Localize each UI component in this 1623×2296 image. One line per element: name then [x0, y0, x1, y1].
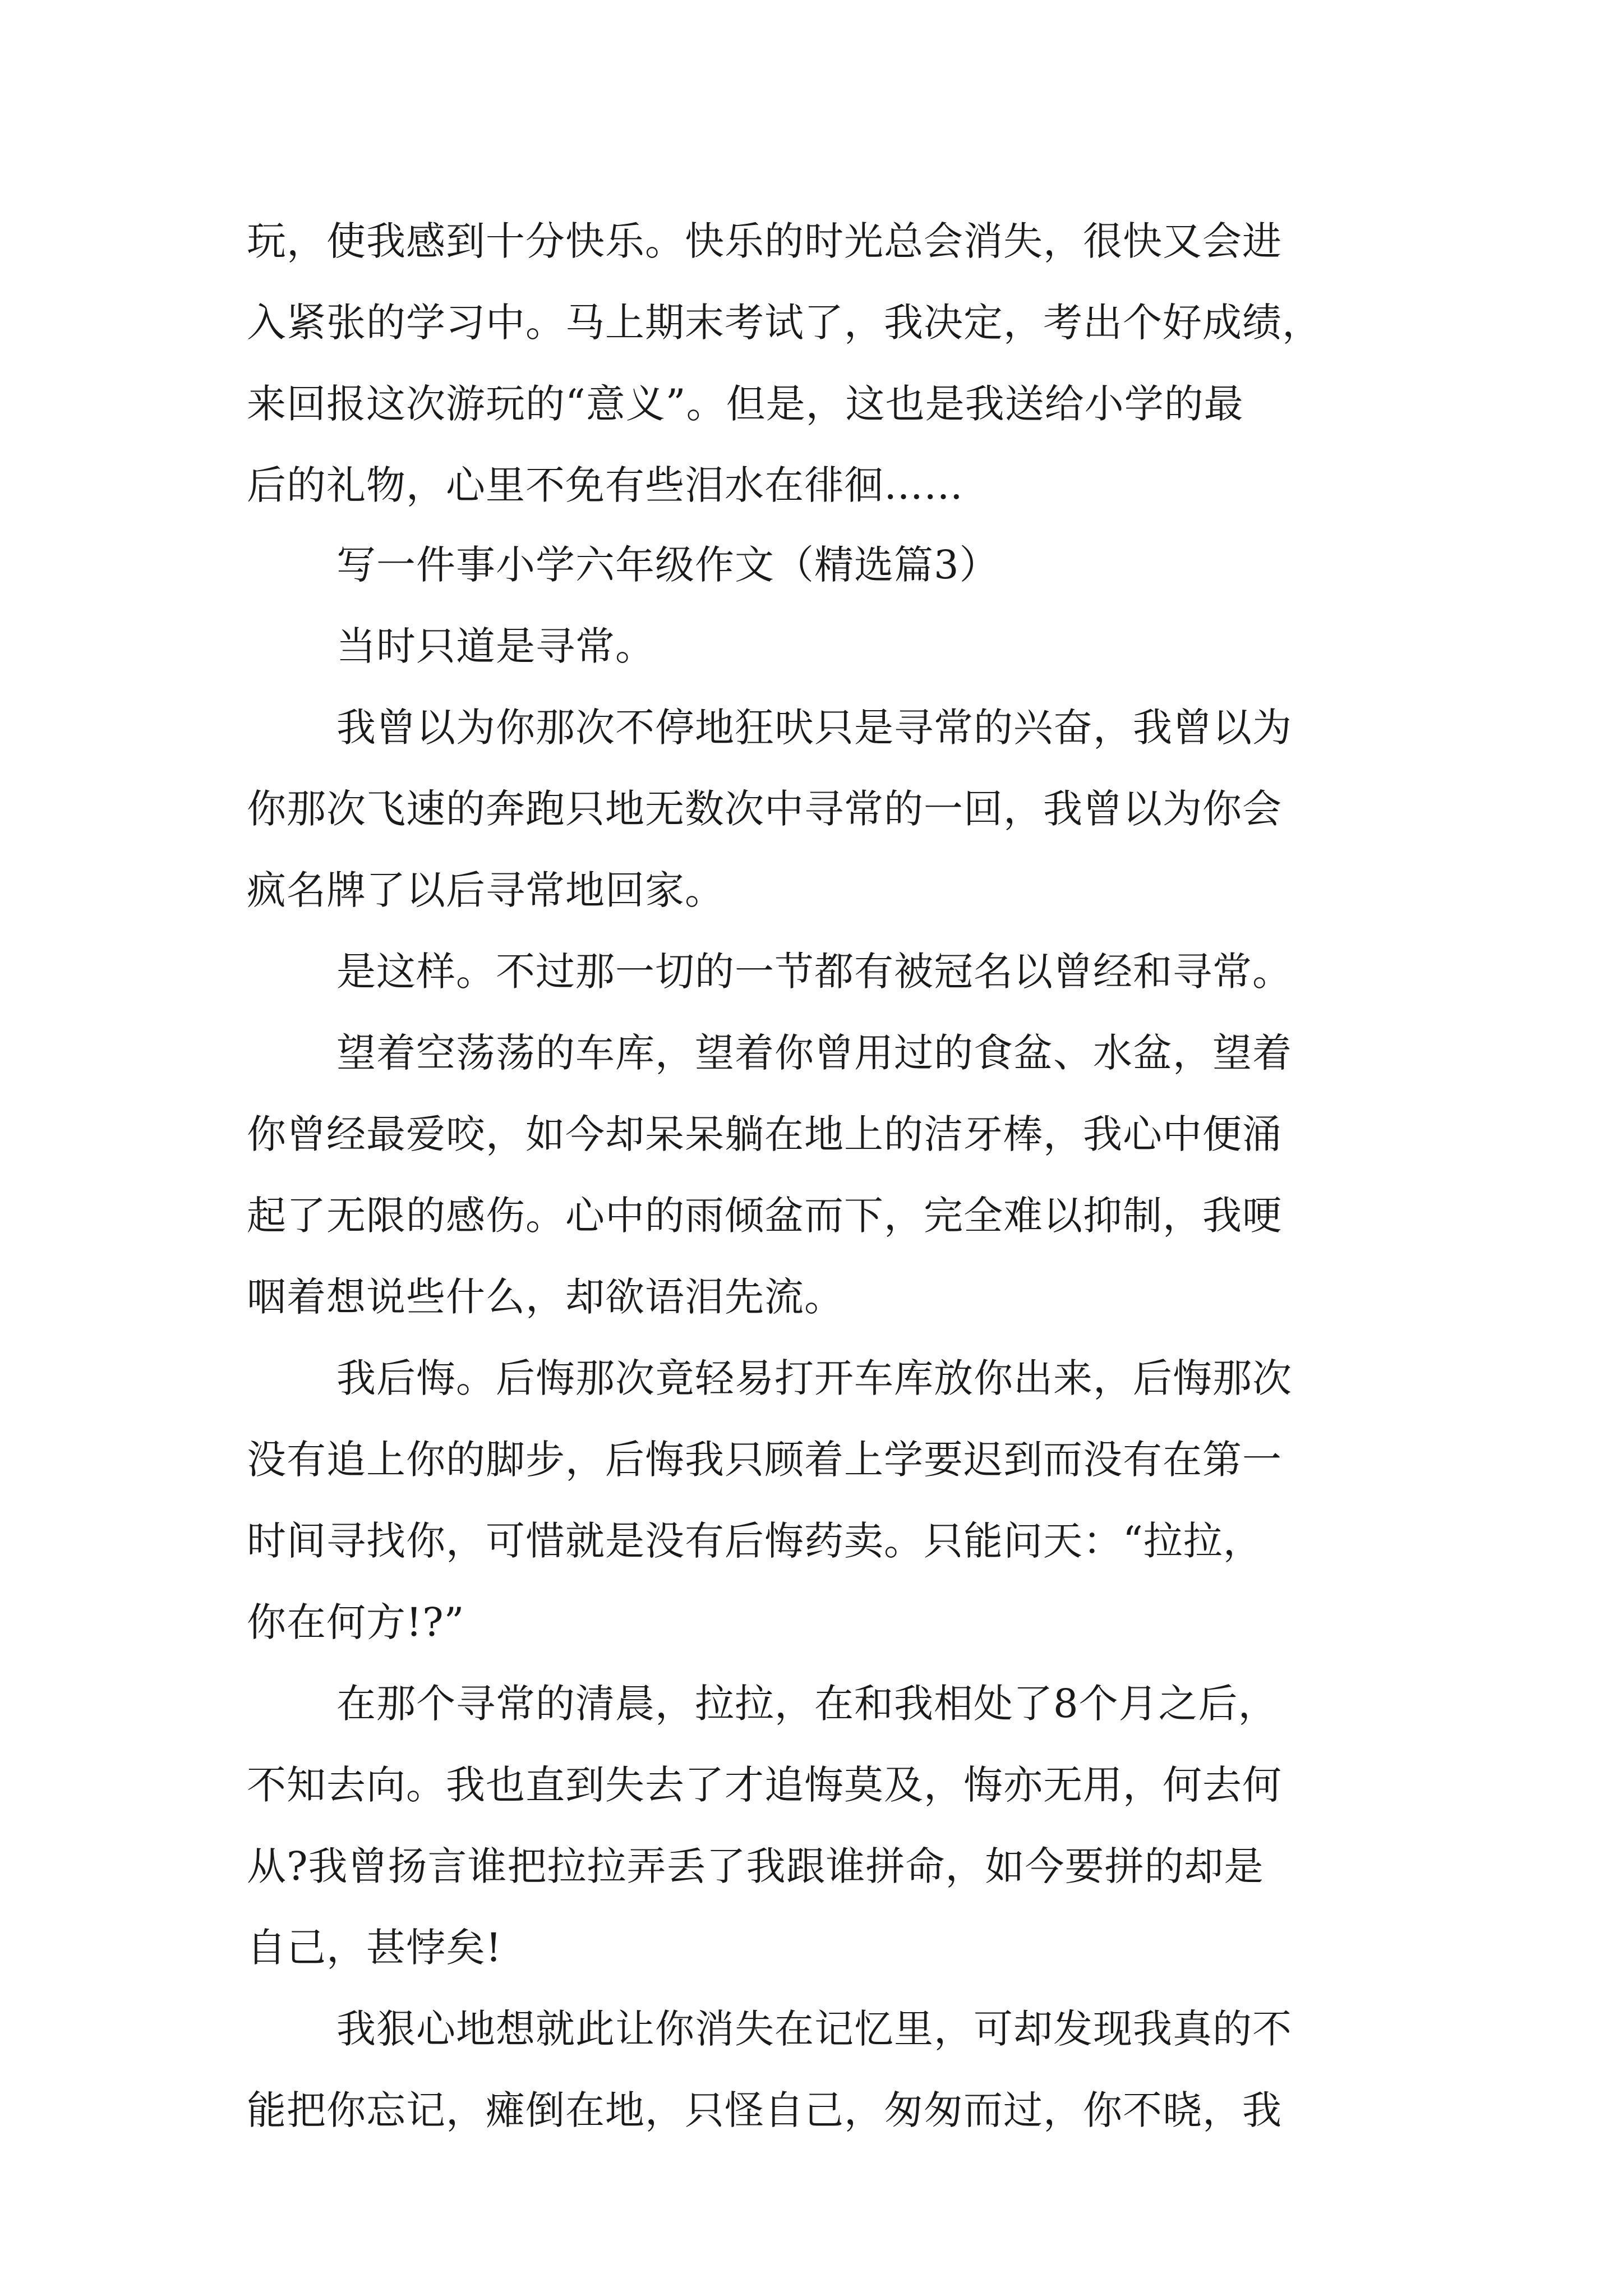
- text-line: 玩，使我感到十分快乐。快乐的时光总会消失，很快又会进: [247, 218, 1282, 264]
- text-line: 从?我曾扬言谁把拉拉弄丢了我跟谁拼命，如今要拼的却是: [247, 1843, 1264, 1889]
- text-line: 来回报这次游玩的“意义”。但是，这也是我送给小学的最: [247, 381, 1244, 427]
- text-line: 自己，甚悖矣!: [247, 1925, 502, 1971]
- text-line: 能把你忘记，瘫倒在地，只怪自己，匆匆而过，你不晓，我: [247, 2087, 1282, 2133]
- text-line: 你曾经最爱咬，如今却呆呆躺在地上的洁牙棒，我心中便涌: [247, 1111, 1282, 1157]
- text-line: 时间寻找你，可惜就是没有后悔药卖。只能问天：“拉拉，: [247, 1518, 1263, 1564]
- text-line: 你那次飞速的奔跑只地无数次中寻常的一回，我曾以为你会: [247, 786, 1282, 832]
- text-line: 是这样。不过那一切的一节都有被冠名以曾经和寻常。: [336, 949, 1292, 995]
- text-line: 在那个寻常的清晨，拉拉，在和我相处了8个月之后，: [336, 1681, 1278, 1727]
- text-line: 入紧张的学习中。马上期末考试了，我决定，考出个好成绩，: [247, 300, 1322, 346]
- text-line: 你在何方!?”: [247, 1599, 465, 1645]
- text-line: 起了无限的感伤。心中的雨倾盆而下，完全难以抑制，我哽: [247, 1193, 1282, 1239]
- section-heading: 写一件事小学六年级作文（精选篇3）: [336, 542, 999, 588]
- text-line: 我曾以为你那次不停地狂吠只是寻常的兴奋，我曾以为: [336, 705, 1292, 751]
- text-line: 咽着想说些什么，却欲语泪先流。: [247, 1274, 844, 1320]
- text-line: 我狠心地想就此让你消失在记忆里，可却发现我真的不: [336, 2006, 1292, 2052]
- text-line: 我后悔。后悔那次竟轻易打开车库放你出来，后悔那次: [336, 1355, 1292, 1401]
- text-line: 没有追上你的脚步，后悔我只顾着上学要迟到而没有在第一: [247, 1437, 1282, 1483]
- text-line: 后的礼物，心里不免有些泪水在徘徊……: [247, 462, 963, 508]
- text-line: 疯名牌了以后寻常地回家。: [247, 867, 725, 913]
- text-line: 不知去向。我也直到失去了才追悔莫及，悔亦无用，何去何: [247, 1762, 1282, 1808]
- text-line: 望着空荡荡的车库，望着你曾用过的食盆、水盆，望着: [336, 1030, 1292, 1076]
- text-line: 当时只道是寻常。: [336, 623, 655, 669]
